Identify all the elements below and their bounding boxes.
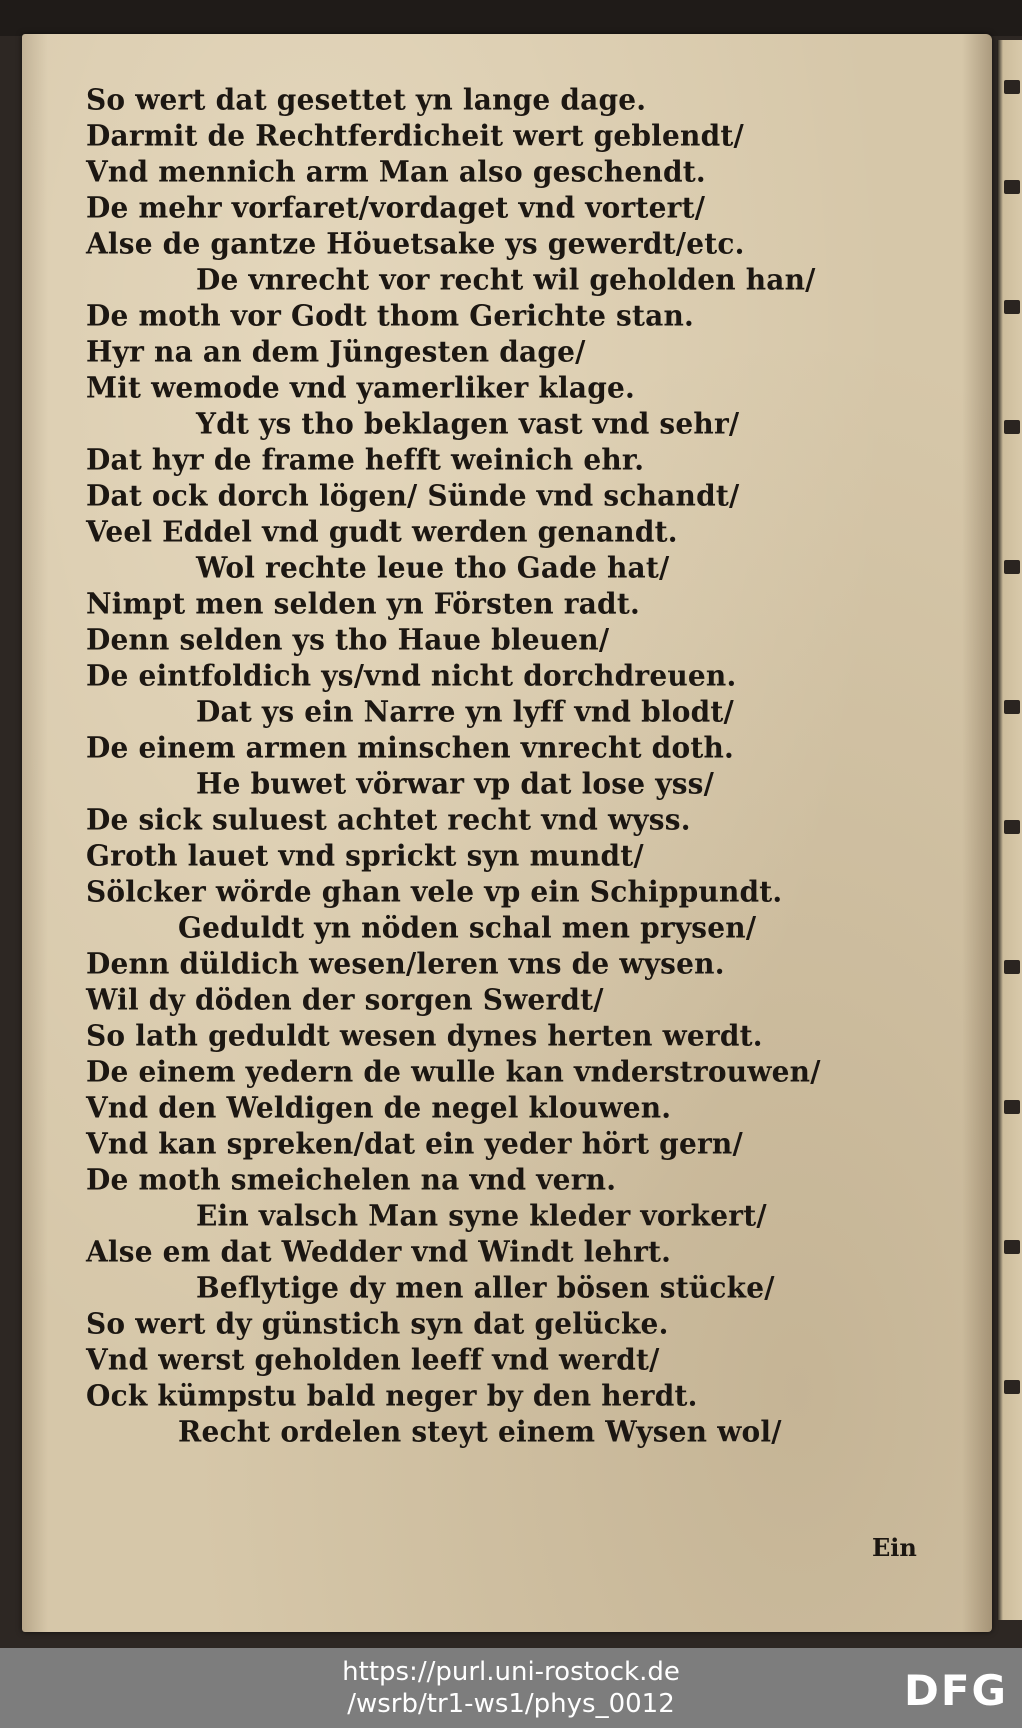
- edge-ink-mark: [1004, 1240, 1020, 1254]
- catchword: Ein: [872, 1533, 917, 1562]
- text-line: Hyr na an dem Jüngesten dage/: [86, 334, 586, 369]
- edge-ink-mark: [1004, 1100, 1020, 1114]
- text-line: Recht ordelen steyt einem Wysen wol/: [178, 1414, 782, 1449]
- text-line: Nimpt men selden yn Försten radt.: [86, 586, 640, 621]
- text-line: So lath geduldt wesen dynes herten werdt.: [86, 1018, 763, 1053]
- text-line: Wol rechte leue tho Gade hat/: [196, 550, 670, 585]
- text-line: De einem yedern de wulle kan vnderstrouwen/: [86, 1054, 821, 1089]
- text-line: Ein valsch Man syne kleder vorkert/: [196, 1198, 767, 1233]
- text-line: Sölcker wörde ghan vele vp ein Schippundt.: [86, 874, 783, 909]
- url-line-1[interactable]: https://purl.uni-rostock.de: [342, 1657, 680, 1687]
- text-line: De sick suluest achtet recht vnd wyss.: [86, 802, 691, 837]
- text-line: Vnd kan spreken/dat ein yeder hört gern/: [86, 1126, 743, 1161]
- footer-bar: [0, 1648, 1022, 1728]
- text-line: Vnd den Weldigen de negel klouwen.: [86, 1090, 672, 1125]
- text-line: Ydt ys tho beklagen vast vnd sehr/: [196, 406, 740, 441]
- text-line: Alse de gantze Höuetsake ys gewerdt/etc.: [86, 226, 745, 261]
- text-line: So wert dat gesettet yn lange dage.: [86, 82, 647, 117]
- text-line: De moth smeichelen na vnd vern.: [86, 1162, 617, 1197]
- text-line: Ock kümpstu bald neger by den herdt.: [86, 1378, 698, 1413]
- text-line: De moth vor Godt thom Gerichte stan.: [86, 298, 694, 333]
- edge-ink-mark: [1004, 560, 1020, 574]
- text-line: De einem armen minschen vnrecht doth.: [86, 730, 734, 765]
- text-line: Veel Eddel vnd gudt werden genandt.: [86, 514, 678, 549]
- text-line: Geduldt yn nöden schal men prysen/: [178, 910, 757, 945]
- edge-ink-mark: [1004, 300, 1020, 314]
- text-line: He buwet vörwar vp dat lose yss/: [196, 766, 715, 801]
- text-line: Dat ys ein Narre yn lyff vnd blodt/: [196, 694, 734, 729]
- text-line: Vnd werst geholden leeff vnd werdt/: [86, 1342, 660, 1377]
- text-line: Mit wemode vnd yamerliker klage.: [86, 370, 635, 405]
- edge-ink-mark: [1004, 700, 1020, 714]
- text-line: Denn düldich wesen/leren vns de wysen.: [86, 946, 725, 981]
- text-line: Dat ock dorch lögen/ Sünde vnd schandt/: [86, 478, 740, 513]
- text-line: De mehr vorfaret/vordaget vnd vortert/: [86, 190, 706, 225]
- scan-top-edge: [0, 0, 1022, 36]
- text-line: Alse em dat Wedder vnd Windt lehrt.: [86, 1234, 672, 1269]
- text-line: Dat hyr de frame hefft weinich ehr.: [86, 442, 645, 477]
- text-line: Beflytige dy men aller bösen stücke/: [196, 1270, 775, 1305]
- text-line: Denn selden ys tho Haue bleuen/: [86, 622, 610, 657]
- book-page: [22, 34, 992, 1632]
- text-line: Vnd mennich arm Man also geschendt.: [86, 154, 706, 189]
- text-line: So wert dy günstich syn dat gelücke.: [86, 1306, 669, 1341]
- edge-ink-mark: [1004, 960, 1020, 974]
- edge-ink-mark: [1004, 820, 1020, 834]
- dfg-logo: DFG: [903, 1666, 1008, 1715]
- text-line: De eintfoldich ys/vnd nicht dorchdreuen.: [86, 658, 737, 693]
- text-line: Wil dy döden der sorgen Swerdt/: [86, 982, 604, 1017]
- permalink-url[interactable]: [0, 1656, 1022, 1720]
- edge-ink-mark: [1004, 420, 1020, 434]
- edge-ink-mark: [1004, 80, 1020, 94]
- url-line-2[interactable]: /wsrb/tr1-ws1/phys_0012: [347, 1689, 675, 1719]
- edge-ink-mark: [1004, 180, 1020, 194]
- text-line: De vnrecht vor recht wil geholden han/: [196, 262, 816, 297]
- edge-ink-mark: [1004, 1380, 1020, 1394]
- text-line: Groth lauet vnd sprickt syn mundt/: [86, 838, 644, 873]
- text-line: Darmit de Rechtferdicheit wert geblendt/: [86, 118, 744, 153]
